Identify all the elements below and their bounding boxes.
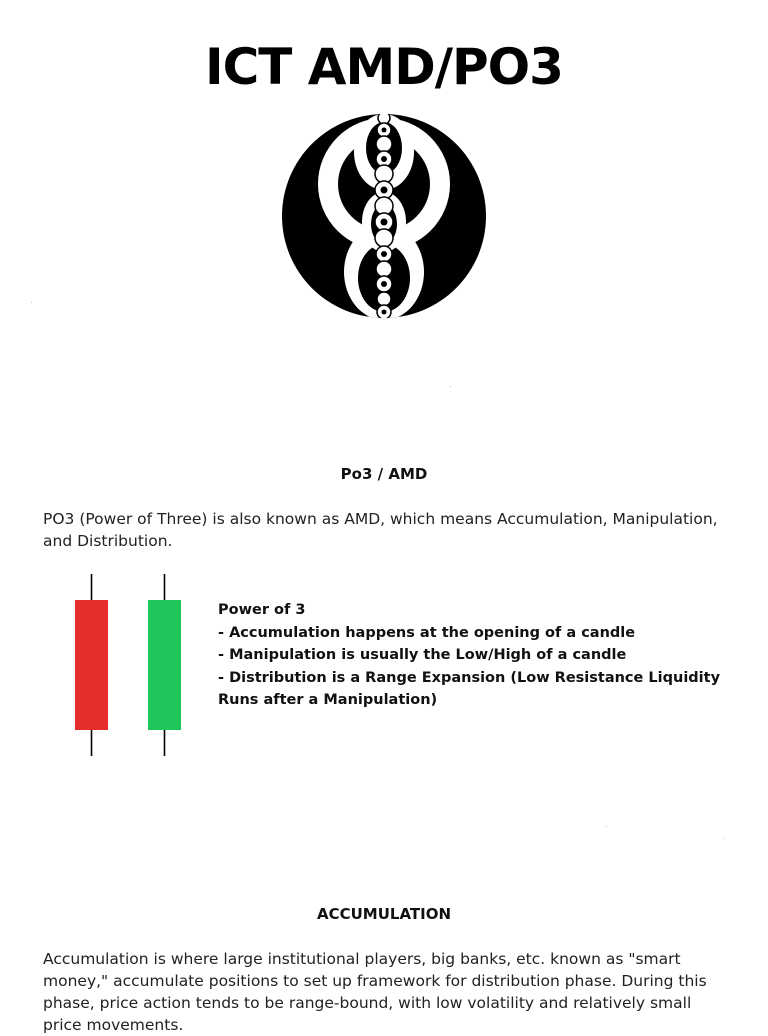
scan-speck xyxy=(606,826,607,827)
page-title: ICT AMD/PO3 xyxy=(205,38,563,96)
scan-speck xyxy=(724,838,725,839)
accumulation-paragraph: Accumulation is where large institutional players, big banks, etc. known as "smart money," accumulate positions to set up framework for distribution phase. During this phase, price action tends to be range-bound, with low volatility and relatively small price movements. xyxy=(43,950,707,1034)
bearish-candle-icon xyxy=(75,574,108,756)
emblem-logo-icon xyxy=(280,112,488,320)
scan-speck xyxy=(450,386,451,387)
candlestick-illustration xyxy=(60,572,200,762)
list-item: - Distribution is a Range Expansion (Low Resistance Liquidity Runs after a Manipulation) xyxy=(218,669,721,708)
bullish-candle-icon xyxy=(148,574,181,756)
power-of-three-heading: Power of 3 xyxy=(218,602,306,618)
intro-paragraph: PO3 (Power of Three) is also known as AMD, which means Accumulation, Manipulation, and Distribution. xyxy=(43,510,718,550)
section-heading-accumulation: ACCUMULATION xyxy=(316,905,452,923)
section-heading-po3-amd: Po3 / AMD xyxy=(340,465,428,483)
scan-speck xyxy=(31,302,32,303)
power-of-three-list xyxy=(218,599,728,712)
list-item: - Accumulation happens at the opening of a candle xyxy=(218,624,636,641)
list-item: - Manipulation is usually the Low/High of a candle xyxy=(218,647,627,663)
